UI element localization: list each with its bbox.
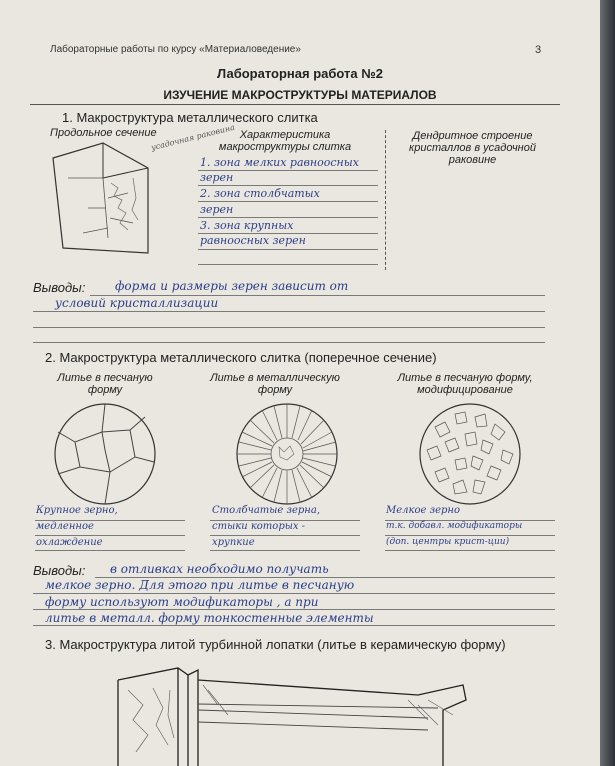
- section3-heading: 3. Макроструктура литой турбинной лопатки (литье в керамическую форму): [45, 637, 506, 652]
- page-number: 3: [535, 44, 542, 56]
- section2-col3-answer-2: т.к. добавл. модификаторы: [386, 521, 523, 531]
- page-edge-shadow: [600, 0, 615, 766]
- columnar-grain-section: [232, 402, 342, 506]
- section2-col3-answer-1: Мелкое зерно: [386, 505, 460, 516]
- section1-heading: 1. Макроструктура металлического слитка: [62, 110, 318, 125]
- answer-line-3: 2. зона столбчатых: [200, 187, 320, 200]
- section2-col1-label: Литье в песчаную форму: [57, 372, 153, 396]
- answer-line-6: равноосных зерен: [200, 234, 306, 247]
- title-rule: [30, 104, 560, 105]
- shrinkage-note: усадочная раковина: [150, 122, 236, 153]
- section1-conclusions-label: Выводы:: [33, 280, 86, 295]
- section1-col1-label: Продольное сечение: [50, 127, 157, 139]
- answer-line-2: зерен: [200, 171, 234, 184]
- section2-col2-answer-1: Столбчатые зерна,: [212, 505, 321, 516]
- section2-col2-label: Литье в металлическую форму: [210, 372, 340, 396]
- answer-line-4: зерен: [200, 203, 234, 216]
- section2-conclusion-line-1: в отливках необходимо получать: [110, 562, 329, 576]
- turbine-blade-drawing: [108, 660, 478, 766]
- section2-col2-answer-2: стыки которых -: [212, 521, 306, 532]
- answer-line-1: 1. зона мелких равноосных: [200, 156, 359, 169]
- section2-conclusion-line-2: мелкое зерно. Для этого при литье в песчаную: [45, 578, 355, 592]
- section2-conclusion-line-3: форму используют модификаторы , а при: [45, 595, 319, 609]
- page-header: Лабораторные работы по курсу «Материаловедение»: [50, 44, 301, 55]
- section2-conclusion-line-4: литье в металл. форму тонкостенные элементы: [45, 611, 374, 625]
- section1-conclusion-line-2: условий кристаллизации: [55, 296, 219, 310]
- section2-col2-answer-3: хрупкие: [212, 537, 255, 548]
- section2-col1-answer-3: охлаждение: [36, 537, 103, 548]
- section2-col1-answer-2: медленное: [36, 521, 94, 532]
- section2-heading: 2. Макроструктура металлического слитка (поперечное сечение): [45, 350, 437, 365]
- section1-conclusion-line-1: форма и размеры зерен зависит от: [115, 279, 349, 293]
- lab-subtitle: ИЗУЧЕНИЕ МАКРОСТРУКТУРЫ МАТЕРИАЛОВ: [163, 88, 437, 102]
- coarse-grain-section: [50, 402, 160, 506]
- fine-grain-section: [415, 402, 525, 506]
- ingot-longitudinal-section: [48, 138, 168, 263]
- section2-col1-answer-1: Крупное зерно,: [36, 505, 118, 516]
- section2-col3-answer-3: (доп. центры крист-ции): [386, 537, 510, 547]
- lab-title: Лабораторная работа №2: [217, 66, 383, 81]
- section2-conclusions-label: Выводы:: [33, 563, 86, 578]
- section1-col3-label: Дендритное строение кристаллов в усадочной раковине: [409, 130, 536, 166]
- column-divider: [385, 130, 386, 270]
- section2-col3-label: Литье в песчаную форму, модифицирование: [397, 372, 533, 396]
- section1-col2-label: Характеристика макроструктуры слитка: [218, 129, 352, 153]
- answer-line-5: 3. зона крупных: [200, 219, 294, 232]
